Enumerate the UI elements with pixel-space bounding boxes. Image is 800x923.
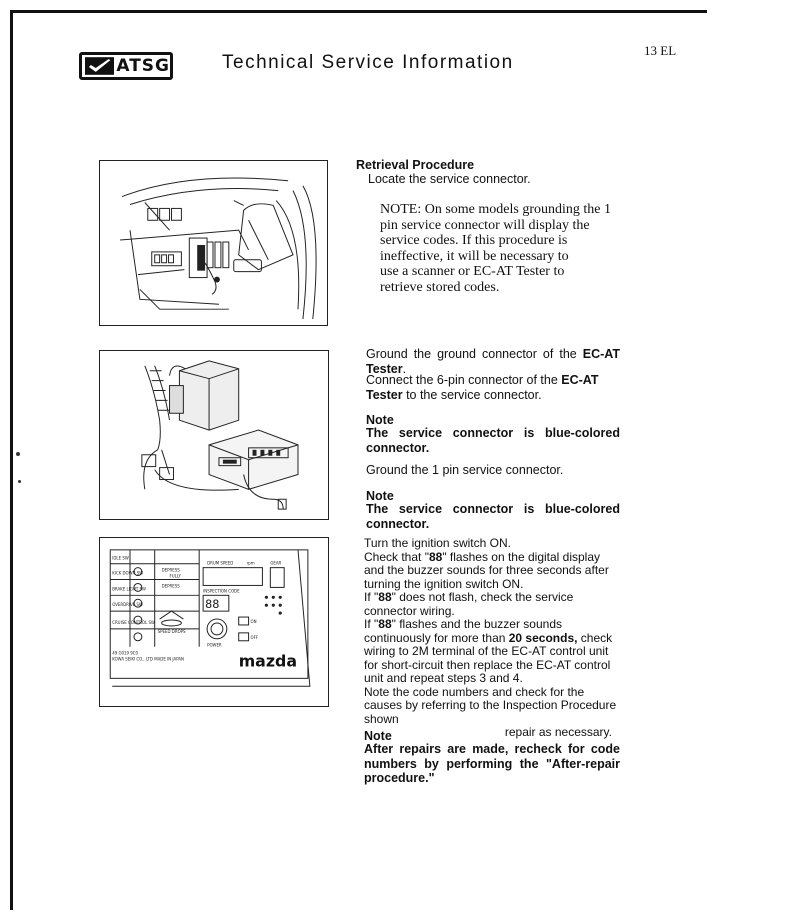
note1-heading: Note xyxy=(366,413,394,427)
ignition-step-6: repair as necessary. xyxy=(504,725,612,739)
checkmark-icon xyxy=(85,57,114,75)
label-inspection-code: INSPECTION CODE xyxy=(203,588,240,594)
label-fully: FULLY xyxy=(169,573,181,579)
atsg-logo xyxy=(79,52,173,80)
logo-text: ATSG xyxy=(116,56,170,76)
left-rule xyxy=(10,10,13,910)
ground-text: . xyxy=(402,361,407,376)
note2-body: The service connector is blue-colored connector. xyxy=(366,502,620,531)
note-line: NOTE: On some models grounding the 1 xyxy=(380,202,611,217)
label-brake-light-sw: BRAKE LIGHT SW xyxy=(112,586,146,592)
note3-body: After repairs are made, recheck for code numbers by performing the "After-repair procedure." xyxy=(364,742,620,785)
label-power: POWER xyxy=(207,642,222,648)
label-kick-down-sw: KICK DOWN SW xyxy=(112,570,144,576)
ignition-step-5: Note the code numbers and check for the causes by referring to the Inspection Procedure shown xyxy=(364,684,617,726)
ground-text: Ground the ground connector of the xyxy=(366,347,583,361)
note-line: use a scanner or EC-AT Tester to xyxy=(380,264,565,279)
ec-at-tester-term: EC-AT Tester xyxy=(366,347,620,376)
connect-text: to the service connector. xyxy=(402,387,542,402)
step-text: " flashes on the digital display and the buzzer sounds for three seconds after turning the ignition switch ON. xyxy=(364,549,609,591)
label-88-display: 88 xyxy=(205,597,220,612)
code-88: 88 xyxy=(378,590,392,604)
step-text: check wiring to 2M terminal of the EC-AT control unit for short-circuit then replace the EC-AT control unit and repeat steps 3 and 4. xyxy=(364,630,613,685)
duration-term: 20 seconds, xyxy=(508,630,578,645)
top-rule xyxy=(10,10,707,13)
tester-panel-illustration xyxy=(100,538,328,706)
figure-ec-at-tester-panel xyxy=(99,537,329,707)
dashboard-illustration xyxy=(100,161,327,325)
ignition-step-2 xyxy=(364,551,622,592)
scan-mark xyxy=(18,480,21,483)
ignition-steps xyxy=(364,537,622,740)
note-line: service codes. If this procedure is xyxy=(380,233,568,248)
label-cruise-control-sw: CRUISE CONTROL SW xyxy=(112,619,155,625)
note1-body: The service connector is blue-colored connector. xyxy=(366,426,620,455)
note3-heading: Note xyxy=(364,729,392,743)
step-text: If " xyxy=(364,617,379,631)
ec-at-tester-term: EC-AT Tester xyxy=(366,373,599,402)
note-line: retrieve stored codes. xyxy=(380,279,500,295)
step-text: Check that " xyxy=(364,549,429,564)
label-drum-speed: DRUM SPEED xyxy=(207,560,234,566)
ignition-step-1: Turn the ignition switch ON. xyxy=(364,536,511,550)
label-rpm: rpm xyxy=(246,560,255,566)
note2-heading: Note xyxy=(366,489,394,503)
note-line: pin service connector will display the xyxy=(380,217,590,233)
mazda-logo: mazda xyxy=(238,651,298,671)
page-title: Technical Service Information xyxy=(222,52,514,73)
note-line: ineffective, it will be necessary to xyxy=(380,248,569,264)
label-off: OFF xyxy=(250,634,259,640)
step-text: If " xyxy=(364,590,379,604)
code-88: 88 xyxy=(428,549,443,564)
retrieval-heading: Retrieval Procedure xyxy=(356,158,475,172)
label-on: ON xyxy=(250,618,257,624)
scan-mark xyxy=(16,452,20,456)
ignition-step-3 xyxy=(364,591,622,618)
ground-pin-instruction: Ground the 1 pin service connector. xyxy=(366,463,564,477)
ground-instruction xyxy=(366,347,620,376)
connect-text: Connect the 6-pin connector of the xyxy=(366,373,562,387)
label-model-no: 49 G019 9C0 xyxy=(112,650,139,656)
label-speed-drops: SPEED DROPS xyxy=(157,628,186,634)
connect-instruction xyxy=(366,373,628,402)
label-depress: DEPRESS xyxy=(161,567,180,573)
label-idle-sw: IDLE SW xyxy=(112,555,129,561)
tester-connection-illustration xyxy=(100,351,328,519)
page-number: 13 EL xyxy=(644,43,677,58)
retrieval-note xyxy=(380,202,620,295)
label-maker: KOWA SEIKI CO., LTD MADE IN JAPAN xyxy=(112,656,184,662)
figure-ec-at-tester-connection xyxy=(99,350,329,520)
retrieval-step: Locate the service connector. xyxy=(368,172,531,186)
label-overdrive-sw: OVERDRIVE SW xyxy=(112,602,143,608)
ignition-step-4 xyxy=(364,618,622,686)
step-text: " does not flash, check the service connector wiring. xyxy=(364,590,574,618)
figure-dashboard-service-connector xyxy=(99,160,328,326)
step-text: " flashes and the buzzer sounds continuously for more than xyxy=(364,617,562,645)
label-gear: GEAR xyxy=(270,560,282,566)
code-88: 88 xyxy=(378,617,392,631)
label-depress-2: DEPRESS xyxy=(161,583,180,589)
